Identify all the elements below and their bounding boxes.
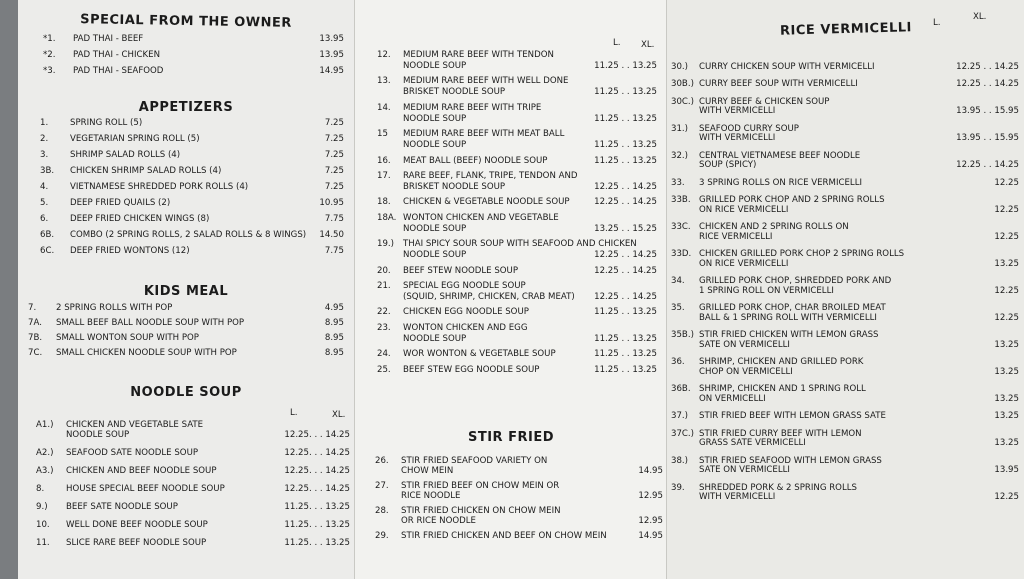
item-name: STIR FRIED CURRY BEEF WITH LEMON [699, 428, 862, 439]
item-name: GRILLED PORK CHOP AND 2 SPRING ROLLS [699, 195, 885, 206]
item-number: 21. [377, 281, 391, 291]
menu-column-3 [666, 0, 1024, 579]
item-name-line2: ON RICE VERMICELLI [699, 204, 789, 215]
item-number: 37C.) [671, 428, 695, 439]
item-price: 12.25. . . 14.25 [284, 430, 350, 440]
item-name-line2: CHOW MEIN [401, 466, 454, 476]
item-name: STIR FRIED SEAFOOD WITH LEMON GRASS [699, 455, 882, 466]
item-number: 7C. [28, 348, 43, 358]
item-price: 12.25 . . 14.25 [594, 292, 657, 302]
item-price: 11.25 . . 13.25 [594, 349, 657, 360]
item-number: 20. [377, 265, 391, 276]
item-price: 11.25 . . 13.25 [594, 61, 657, 71]
item-price: 12.25 [994, 177, 1019, 188]
item-price: 7.75 [324, 214, 344, 224]
item-name: MEDIUM RARE BEEF WITH WELL DONE [403, 76, 569, 87]
item-price: 13.95 . . 15.95 [956, 133, 1019, 144]
item-name: SPRING ROLL (5) [70, 118, 143, 128]
item-number: 3B. [40, 166, 55, 176]
item-number: 32.) [671, 150, 689, 161]
item-name: PAD THAI - BEEF [73, 34, 144, 44]
item-name-line2: OR RICE NOODLE [401, 516, 476, 526]
item-name: DEEP FRIED CHICKEN WINGS (8) [70, 214, 210, 224]
item-name: CURRY BEEF & CHICKEN SOUP [699, 96, 830, 107]
item-name: CHICKEN AND 2 SPRING ROLLS ON [699, 222, 849, 233]
item-name: MEDIUM RARE BEEF WITH MEAT BALL [403, 129, 565, 140]
item-price: 11.25 . . 13.25 [594, 113, 657, 124]
item-price: 7.25 [324, 118, 344, 128]
item-name: STIR FRIED CHICKEN WITH LEMON GRASS [699, 330, 879, 341]
item-name: BEEF STEW NOODLE SOUP [403, 265, 519, 276]
item-name: SMALL CHICKEN NOODLE SOUP WITH POP [56, 348, 237, 358]
item-number: 36. [671, 357, 685, 368]
item-price: 7.25 [324, 166, 344, 176]
item-number: 22. [377, 307, 391, 318]
item-name: WELL DONE BEEF NOODLE SOUP [66, 520, 208, 530]
item-number: 30B.) [671, 79, 694, 90]
item-price: 11.25. . . 13.25 [284, 502, 350, 512]
item-number: 26. [375, 456, 389, 466]
item-number: 29. [375, 531, 389, 541]
item-name: CHICKEN GRILLED PORK CHOP 2 SPRING ROLLS [699, 249, 905, 260]
item-number: *2. [43, 50, 56, 60]
item-price: 11.25 . . 13.25 [594, 140, 657, 151]
item-price: 13.25 [994, 339, 1019, 350]
item-price: 12.25 . . 14.25 [594, 182, 657, 192]
item-price: 12.95 [638, 491, 663, 501]
item-name: GRILLED PORK CHOP, SHREDDED PORK AND [699, 276, 892, 287]
item-number: 2. [40, 134, 49, 144]
item-name-line2: NOODLE SOUP [403, 61, 467, 71]
item-price: 12.95 [638, 516, 663, 526]
item-name-line2: NOODLE SOUP [403, 223, 467, 234]
item-price: 14.95 [638, 531, 663, 541]
item-price: 12.25 [994, 312, 1019, 323]
item-number: 35B.) [671, 330, 694, 341]
item-price: 13.95 [319, 34, 344, 44]
item-number: 15 [377, 129, 388, 140]
item-name: CURRY CHICKEN SOUP WITH VERMICELLI [699, 62, 875, 72]
item-number: 12. [377, 50, 391, 60]
item-name-line2: NOODLE SOUP [403, 140, 467, 151]
item-number: A3.) [36, 466, 54, 476]
item-number: 14. [377, 102, 391, 113]
section-title: SPECIAL FROM THE OWNER [80, 12, 292, 31]
item-price: 4.95 [324, 303, 344, 313]
section-title: NOODLE SOUP [130, 385, 242, 400]
item-number: 37.) [671, 411, 689, 422]
item-name: DEEP FRIED WONTONS (12) [70, 246, 190, 256]
size-label-l: L. [613, 38, 621, 48]
item-number: 3. [40, 150, 49, 160]
item-name: CHICKEN & VEGETABLE NOODLE SOUP [403, 197, 570, 208]
item-price: 13.25 . . 15.25 [594, 223, 657, 234]
item-name: SEAFOOD CURRY SOUP [699, 123, 799, 134]
item-name-line2: SATE ON VERMICELLI [699, 339, 790, 350]
item-name-line2: WITH VERMICELLI [699, 133, 776, 144]
item-price: 13.95 [994, 465, 1019, 476]
item-price: 12.25 [994, 492, 1019, 503]
item-name: MEDIUM RARE BEEF WITH TENDON [403, 50, 554, 60]
item-number: 11. [36, 538, 50, 548]
item-name-line2: NOODLE SOUP [403, 250, 467, 261]
size-label-xl: XL. [641, 40, 655, 50]
item-number: 9.) [36, 502, 48, 512]
item-number: 31.) [671, 123, 689, 134]
item-number: 6C. [40, 246, 55, 256]
item-number: *3. [43, 66, 56, 76]
item-price: 13.25 [994, 366, 1019, 377]
item-name: STIR FRIED CHICKEN AND BEEF ON CHOW MEIN [401, 531, 607, 541]
item-price: 11.25 . . 13.25 [594, 155, 657, 166]
item-number: 4. [40, 182, 49, 192]
item-number: 27. [375, 481, 389, 491]
size-label-l: L. [290, 408, 298, 418]
item-price: 8.95 [324, 348, 344, 358]
item-price: 14.95 [319, 66, 344, 76]
item-price: 10.95 [319, 198, 344, 208]
item-price: 12.25 . . 14.25 [594, 250, 657, 261]
item-name: BEEF SATE NOODLE SOUP [66, 502, 178, 512]
item-number: 18. [377, 197, 391, 208]
item-price: 12.25 . . 14.25 [956, 62, 1019, 72]
item-number: 38.) [671, 455, 689, 466]
item-name: SHRIMP, CHICKEN AND 1 SPRING ROLL [699, 384, 866, 395]
item-name: COMBO (2 SPRING ROLLS, 2 SALAD ROLLS & 8 WINGS) [70, 230, 307, 240]
item-price: 11.25. . . 13.25 [284, 538, 350, 548]
item-price: 8.95 [324, 333, 344, 343]
item-name: SHREDDED PORK & 2 SPRING ROLLS [699, 482, 857, 493]
item-number: 28. [375, 506, 389, 516]
item-name: CHICKEN AND BEEF NOODLE SOUP [66, 466, 217, 476]
item-name-line2: SATE ON VERMICELLI [699, 465, 790, 476]
item-name: THAI SPICY SOUR SOUP WITH SEAFOOD AND CHICKEN [403, 239, 637, 250]
item-name: 3 SPRING ROLLS ON RICE VERMICELLI [699, 177, 863, 188]
item-number: 24. [377, 349, 391, 360]
item-number: 7A. [28, 318, 42, 328]
item-number: 1. [40, 118, 49, 128]
item-number: 30.) [671, 62, 689, 72]
item-name: SLICE RARE BEEF NOODLE SOUP [66, 538, 207, 548]
item-number: 33B. [671, 195, 691, 206]
item-name: WOR WONTON & VEGETABLE SOUP [403, 349, 556, 360]
item-name-line2: WITH VERMICELLI [699, 492, 776, 503]
item-number: 33D. [671, 249, 692, 260]
section-title: KIDS MEAL [143, 284, 229, 299]
item-price: 14.50 [319, 230, 344, 240]
item-number: 36B. [671, 384, 691, 395]
item-name-line2: BRISKET NOODLE SOUP [403, 87, 506, 98]
menu-column-2 [354, 0, 667, 579]
item-name: CENTRAL VIETNAMESE BEEF NOODLE [699, 150, 861, 161]
item-name: RARE BEEF, FLANK, TRIPE, TENDON AND [403, 171, 578, 181]
size-label-l: L. [933, 18, 941, 28]
item-number: 13. [377, 76, 391, 87]
item-price: 12.25. . . 14.25 [284, 466, 350, 476]
item-number: 39. [671, 482, 685, 493]
item-name: PAD THAI - SEAFOOD [73, 66, 164, 76]
item-number: 30C.) [671, 96, 695, 107]
item-name: VIETNAMESE SHREDDED PORK ROLLS (4) [70, 182, 249, 192]
item-number: A2.) [36, 448, 54, 458]
size-label-xl: XL. [973, 12, 987, 22]
item-price: 12.25 [994, 204, 1019, 215]
item-name-line2: BALL & 1 SPRING ROLL WITH VERMICELLI [699, 312, 877, 323]
item-name: CHICKEN EGG NOODLE SOUP [403, 307, 529, 318]
item-number: 7. [28, 303, 37, 313]
item-name-line2: NOODLE SOUP [403, 113, 467, 124]
item-name: WONTON CHICKEN AND EGG [403, 322, 528, 333]
item-name-line2: NOODLE SOUP [403, 333, 467, 344]
item-name-line2: NOODLE SOUP [66, 430, 130, 440]
item-name-line2: GRASS SATE VERMICELLI [699, 438, 806, 449]
item-price: 13.25 [994, 411, 1019, 422]
section-title: RICE VERMICELLI [779, 20, 913, 39]
item-name-line2: SOUP (SPICY) [699, 160, 757, 171]
item-price: 7.75 [324, 246, 344, 256]
item-price: 7.25 [324, 134, 344, 144]
item-price: 13.25 [994, 393, 1019, 404]
item-name: MEDIUM RARE BEEF WITH TRIPE [403, 102, 542, 113]
item-number: 35. [671, 303, 685, 314]
item-price: 11.25 . . 13.25 [594, 333, 657, 344]
item-price: 11.25 . . 13.25 [594, 87, 657, 98]
item-price: 7.25 [324, 182, 344, 192]
item-price: 12.25 . . 14.25 [956, 160, 1019, 171]
item-price: 7.25 [324, 150, 344, 160]
size-label-xl: XL. [332, 410, 346, 420]
item-name: STIR FRIED CHICKEN ON CHOW MEIN [401, 506, 561, 516]
item-number: 19.) [377, 239, 395, 250]
item-name: 2 SPRING ROLLS WITH POP [56, 303, 173, 313]
item-number: 23. [377, 322, 391, 333]
item-name: SMALL WONTON SOUP WITH POP [56, 333, 199, 343]
item-price: 12.25 . . 14.25 [594, 265, 657, 276]
section-title: APPETIZERS [138, 100, 234, 115]
item-number: A1.) [36, 420, 54, 430]
item-name: SMALL BEEF BALL NOODLE SOUP WITH POP [56, 318, 245, 328]
item-number: 6. [40, 214, 49, 224]
item-price: 13.25 [994, 438, 1019, 449]
item-price: 12.25 . . 14.25 [594, 197, 657, 208]
item-price: 12.25 . . 14.25 [956, 79, 1019, 90]
item-name: PAD THAI - CHICKEN [73, 50, 161, 60]
item-number: 18A. [377, 212, 397, 223]
item-price: 13.25 [994, 258, 1019, 269]
item-name: WONTON CHICKEN AND VEGETABLE [403, 212, 559, 223]
item-number: 33C. [671, 222, 691, 233]
item-name-line2: CHOP ON VERMICELLI [699, 366, 793, 377]
item-name: SHRIMP, CHICKEN AND GRILLED PORK [699, 357, 864, 368]
item-price: 13.95 [319, 50, 344, 60]
item-name: SPECIAL EGG NOODLE SOUP [403, 281, 526, 291]
item-name: CURRY BEEF SOUP WITH VERMICELLI [699, 79, 858, 90]
item-number: 25. [377, 364, 391, 375]
item-price: 11.25. . . 13.25 [284, 520, 350, 530]
item-name: SEAFOOD SATE NOODLE SOUP [66, 448, 199, 458]
item-number: 33. [671, 177, 685, 188]
item-name: DEEP FRIED QUAILS (2) [70, 198, 171, 208]
item-name-line2: ON VERMICELLI [699, 393, 766, 404]
item-name-line2: (SQUID, SHRIMP, CHICKEN, CRAB MEAT) [403, 292, 575, 302]
item-price: 14.95 [638, 466, 663, 476]
item-number: 10. [36, 520, 50, 530]
item-price: 12.25 [994, 285, 1019, 296]
item-price: 8.95 [324, 318, 344, 328]
item-number: 17. [377, 171, 391, 181]
item-name: MEAT BALL (BEEF) NOODLE SOUP [403, 155, 548, 166]
item-price: 12.25. . . 14.25 [284, 448, 350, 458]
item-name: CHICKEN SHRIMP SALAD ROLLS (4) [70, 166, 222, 176]
item-price: 12.25. . . 14.25 [284, 484, 350, 494]
item-name-line2: RICE VERMICELLI [699, 231, 773, 242]
item-number: 8. [36, 484, 45, 494]
item-number: 16. [377, 155, 391, 166]
item-price: 11.25 . . 13.25 [594, 364, 657, 375]
item-name: STIR FRIED SEAFOOD VARIETY ON [401, 456, 548, 466]
item-name: GRILLED PORK CHOP, CHAR BROILED MEAT [699, 303, 886, 314]
item-price: 12.25 [994, 231, 1019, 242]
item-number: 34. [671, 276, 685, 287]
item-name: BEEF STEW EGG NOODLE SOUP [403, 364, 540, 375]
item-name: SHRIMP SALAD ROLLS (4) [70, 150, 181, 160]
item-price: 13.95 . . 15.95 [956, 106, 1019, 117]
item-name: HOUSE SPECIAL BEEF NOODLE SOUP [66, 484, 225, 494]
item-name-line2: BRISKET NOODLE SOUP [403, 182, 506, 192]
item-name: CHICKEN AND VEGETABLE SATE [66, 420, 204, 430]
item-number: *1. [43, 34, 56, 44]
item-name: STIR FRIED BEEF ON CHOW MEIN OR [401, 481, 560, 491]
menu-column-1 [18, 0, 354, 579]
item-name-line2: ON RICE VERMICELLI [699, 258, 789, 269]
item-number: 5. [40, 198, 49, 208]
item-number: 7B. [28, 333, 43, 343]
section-title: STIR FRIED [467, 430, 554, 445]
item-name-line2: WITH VERMICELLI [699, 106, 776, 117]
item-name: VEGETARIAN SPRING ROLL (5) [70, 134, 200, 144]
item-name: STIR FRIED BEEF WITH LEMON GRASS SATE [699, 411, 886, 422]
item-name-line2: RICE NOODLE [401, 491, 461, 501]
item-price: 11.25 . . 13.25 [594, 307, 657, 318]
item-name-line2: 1 SPRING ROLL ON VERMICELLI [699, 285, 834, 296]
item-number: 6B. [40, 230, 55, 240]
